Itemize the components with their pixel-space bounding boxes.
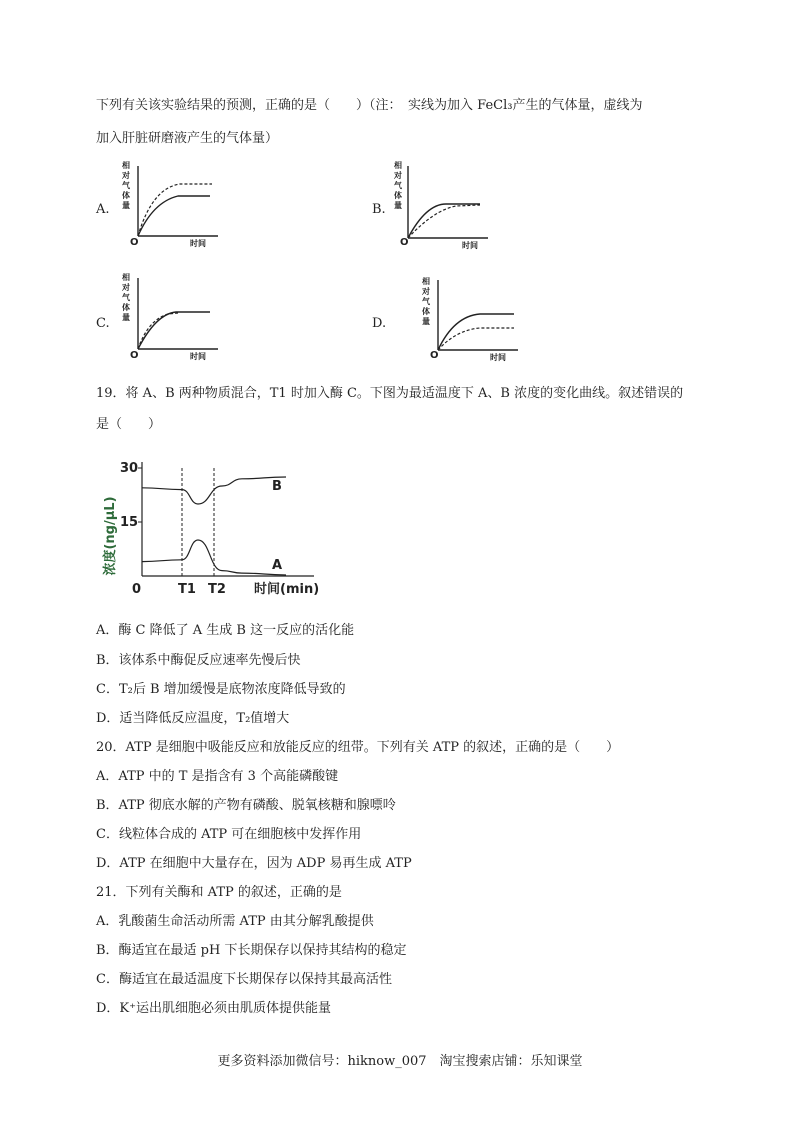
- chart-ylabel-char: 对: [122, 283, 130, 292]
- q19-stem-line1: 19．将 A、B 两种物质混合，T1 时加入酶 C。下图为最适温度下 A、B 浓度的变化曲线。叙述错误的: [96, 386, 684, 401]
- q20-stem: 20．ATP 是细胞中吸能反应和放能反应的纽带。下列有关 ATP 的叙述，正确的是（ ）: [96, 740, 620, 755]
- chart-origin: O: [430, 350, 439, 361]
- q19-stem-line2: 是（ ）: [96, 417, 162, 432]
- chart-ylabel-char: 气: [122, 181, 130, 190]
- q18-option-b-label: B.: [372, 202, 386, 217]
- chart-ylabel-char: 体: [122, 191, 130, 200]
- chart-ylabel-char: 量: [422, 317, 430, 326]
- q19-option-b: B．该体系中酶促反应速率先慢后快: [96, 653, 301, 668]
- chart-ylabel-char: 体: [422, 307, 430, 316]
- chart-xlabel: 时间: [190, 239, 206, 248]
- chart-ylabel-char: 体: [394, 191, 402, 200]
- q20-option-b: B．ATP 彻底水解的产物有磷酸、脱氧核糖和腺嘌呤: [96, 798, 396, 813]
- q20-option-a: A．ATP 中的 T 是指含有 3 个高能磷酸键: [96, 769, 339, 784]
- q21-option-d: D．K⁺运出肌细胞必须由肌质体提供能量: [96, 1001, 331, 1016]
- q18-chart-c: [118, 272, 228, 368]
- chart-xlabel: 时间: [190, 352, 206, 361]
- chart-ylabel-char: 量: [394, 201, 402, 210]
- chart-ylabel-char: 相: [122, 161, 130, 170]
- q18-option-c-label: C.: [96, 316, 110, 331]
- series-label-b: B: [272, 479, 282, 494]
- series-label-a: A: [272, 558, 283, 573]
- chart-ylabel-char: 相: [422, 277, 430, 286]
- chart-ylabel-char: 气: [422, 297, 430, 306]
- q18-stem-line1: 下列有关该实验结果的预测，正确的是（ ）（注： 实线为加入 FeCl₃产生的气体量，虚线为: [96, 98, 643, 113]
- chart-ylabel-char: 气: [122, 293, 130, 302]
- chart-ylabel-char: 量: [122, 313, 130, 322]
- chart-ylabel-char: 相: [122, 273, 130, 282]
- chart-origin: O: [400, 237, 409, 248]
- q21-option-a: A．乳酸菌生命活动所需 ATP 由其分解乳酸提供: [96, 914, 374, 929]
- q19-option-c: C．T₂后 B 增加缓慢是底物浓度降低导致的: [96, 682, 346, 697]
- q20-option-c: C．线粒体合成的 ATP 可在细胞核中发挥作用: [96, 827, 362, 842]
- chart-xlabel: 时间: [490, 353, 506, 362]
- chart-ylabel-char: 气: [394, 181, 402, 190]
- chart-ylabel: 浓度(ng/μL): [103, 496, 118, 576]
- chart-ylabel-char: 相: [394, 161, 402, 170]
- q21-option-c: C．酶适宜在最适温度下长期保存以保持其最高活性: [96, 972, 392, 987]
- q18-chart-d: [418, 272, 528, 368]
- q18-chart-a: [118, 160, 228, 256]
- q21-stem: 21．下列有关酶和 ATP 的叙述，正确的是: [96, 885, 342, 900]
- q19-chart: [100, 452, 330, 606]
- chart-ylabel-char: 对: [422, 287, 430, 296]
- chart-origin: O: [130, 237, 139, 248]
- q18-stem-line2: 加入肝脏研磨液产生的气体量）: [96, 131, 279, 146]
- q19-option-d: D．适当降低反应温度，T₂值增大: [96, 711, 290, 726]
- q18-option-a-label: A.: [96, 202, 110, 217]
- y-tick-30: 30: [120, 461, 139, 476]
- chart-ylabel-char: 对: [122, 171, 130, 180]
- y-tick-15: 15: [120, 515, 139, 530]
- chart-xlabel: 时间: [462, 241, 478, 250]
- q20-option-d: D．ATP 在细胞中大量存在，因为 ADP 易再生成 ATP: [96, 856, 412, 871]
- page-footer: 更多资料添加微信号：hiknow_007 淘宝搜索店铺：乐知课堂: [217, 1054, 583, 1069]
- q18-option-d-label: D.: [372, 316, 387, 331]
- chart-xlabel: 时间(min): [254, 582, 320, 597]
- chart-ylabel-char: 体: [122, 303, 130, 312]
- chart-origin: O: [130, 350, 139, 361]
- q18-chart-b: [390, 160, 500, 256]
- chart-origin: 0: [132, 582, 142, 597]
- q21-option-b: B．酶适宜在最适 pH 下长期保存以保持其结构的稳定: [96, 943, 407, 958]
- x-tick-t2: T2: [208, 582, 226, 597]
- chart-ylabel-char: 对: [394, 171, 402, 180]
- q19-option-a: A．酶 C 降低了 A 生成 B 这一反应的活化能: [96, 623, 355, 638]
- chart-ylabel-char: 量: [122, 201, 130, 210]
- x-tick-t1: T1: [178, 582, 196, 597]
